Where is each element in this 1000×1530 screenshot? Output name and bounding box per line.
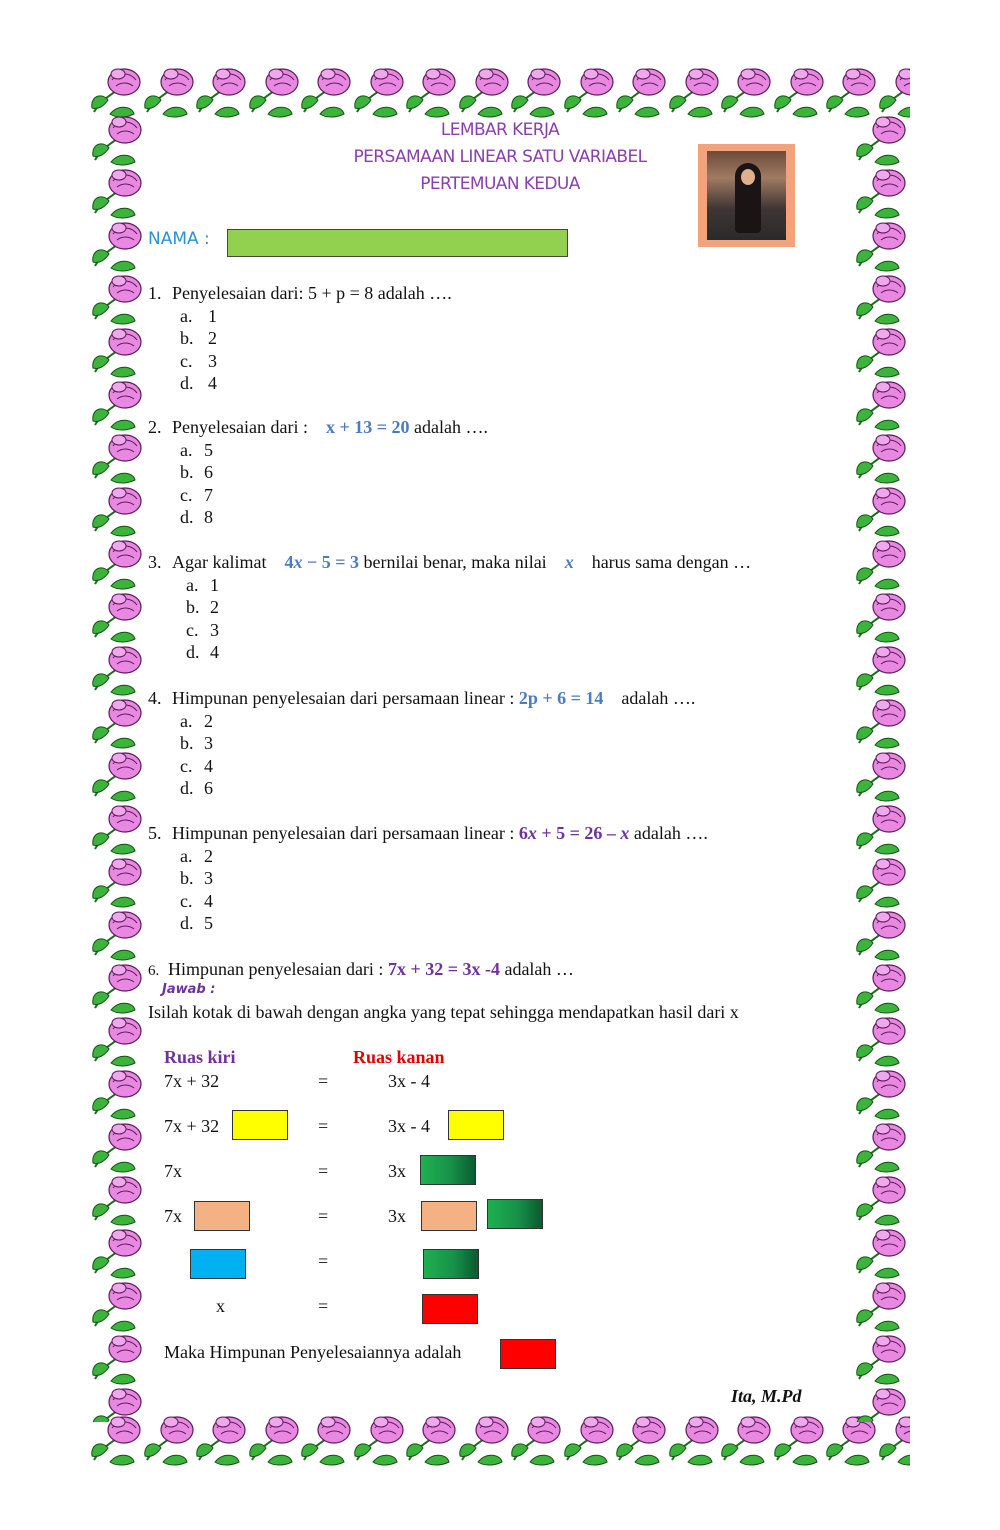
flower-icon bbox=[403, 64, 459, 118]
flower-icon bbox=[853, 271, 909, 325]
flower-icon bbox=[403, 1412, 459, 1466]
flower-icon bbox=[876, 64, 911, 118]
conclusion-text: Maka Himpunan Penyelesaiannya adalah bbox=[164, 1342, 462, 1362]
flower-icon bbox=[89, 1331, 145, 1385]
flower-icon bbox=[853, 589, 909, 643]
flower-icon bbox=[613, 64, 669, 118]
flower-icon bbox=[89, 483, 145, 537]
flower-icon bbox=[853, 1066, 909, 1120]
flower-icon bbox=[298, 64, 354, 118]
flower-icon bbox=[853, 1119, 909, 1173]
option-a[interactable]: a. 1 bbox=[180, 305, 217, 326]
flower-icon bbox=[298, 1412, 354, 1466]
name-input[interactable] bbox=[227, 229, 568, 257]
question-equation: 2p + 6 = 14 bbox=[518, 688, 604, 708]
flower-icon bbox=[508, 64, 564, 118]
row4-right: 3x bbox=[388, 1206, 406, 1226]
flower-icon bbox=[561, 64, 617, 118]
flower-icon bbox=[246, 64, 302, 118]
flower-icon bbox=[771, 1412, 827, 1466]
flower-icon bbox=[853, 854, 909, 908]
flower-icon bbox=[89, 218, 145, 272]
equals-sign: = bbox=[318, 1296, 329, 1316]
row3-left: 7x bbox=[164, 1161, 182, 1181]
option-c[interactable]: c. 4 bbox=[180, 890, 213, 911]
flower-icon bbox=[666, 64, 722, 118]
flower-icon bbox=[351, 1412, 407, 1466]
worksheet-session: PERTEMUAN KEDUA bbox=[420, 174, 580, 194]
flower-icon bbox=[853, 960, 909, 1014]
flower-icon bbox=[853, 695, 909, 749]
flower-icon bbox=[666, 1412, 722, 1466]
question-2: 2. Penyelesaian dari : x + 13 = 20 adalah …. a. 5 b. 6 c. 7 d. 8 bbox=[148, 417, 488, 528]
question-number: 4. bbox=[148, 688, 162, 708]
equals-sign: = bbox=[318, 1116, 329, 1136]
question-4: 4. Himpunan penyelesaian dari persamaan linear : 2p + 6 = 14 adalah …. a. 2 b. 3 c. 4 d. 6 bbox=[148, 688, 696, 799]
row4-left: 7x bbox=[164, 1206, 182, 1226]
question-equation: 6x + 5 = 26 – x bbox=[518, 823, 630, 843]
flower-icon bbox=[456, 1412, 512, 1466]
flower-icon bbox=[853, 642, 909, 696]
flower-icon bbox=[853, 536, 909, 590]
option-b[interactable]: b. 3 bbox=[180, 733, 213, 754]
row2-left-box[interactable] bbox=[232, 1110, 288, 1140]
flower-icon bbox=[89, 1384, 145, 1422]
row3-right: 3x bbox=[388, 1161, 406, 1181]
question-1 bbox=[148, 282, 452, 395]
flower-icon bbox=[89, 271, 145, 325]
option-b[interactable]: b. 3 bbox=[180, 868, 213, 889]
flower-icon bbox=[853, 907, 909, 961]
flower-icon bbox=[88, 64, 144, 118]
question-text: Himpunan penyelesaian dari : bbox=[168, 959, 384, 979]
teacher-signature: Ita, M.Pd bbox=[731, 1386, 802, 1406]
flower-border-left bbox=[88, 112, 146, 1422]
flower-icon bbox=[89, 324, 145, 378]
option-c[interactable]: c. 3 bbox=[186, 619, 219, 640]
flower-icon bbox=[193, 1412, 249, 1466]
row5-right-box[interactable] bbox=[423, 1249, 479, 1279]
question-number: 1. bbox=[148, 283, 162, 303]
flower-icon bbox=[89, 1066, 145, 1120]
question-number: 5. bbox=[148, 823, 162, 843]
flower-icon bbox=[89, 1172, 145, 1226]
flower-icon bbox=[141, 1412, 197, 1466]
flower-icon bbox=[853, 483, 909, 537]
row5-left-box[interactable] bbox=[190, 1249, 246, 1279]
flower-icon bbox=[246, 1412, 302, 1466]
equals-sign: = bbox=[318, 1251, 329, 1271]
option-d[interactable]: d. 6 bbox=[180, 778, 213, 799]
question-equation: 7x + 32 = 3x -4 bbox=[387, 959, 500, 979]
flower-icon bbox=[89, 1225, 145, 1279]
answer-box[interactable] bbox=[500, 1339, 556, 1369]
flower-icon bbox=[853, 430, 909, 484]
row4-left-box[interactable] bbox=[194, 1201, 250, 1231]
flower-icon bbox=[853, 218, 909, 272]
flower-icon bbox=[89, 642, 145, 696]
row1-left: 7x + 32 bbox=[164, 1071, 220, 1091]
flower-icon bbox=[89, 695, 145, 749]
row4-right-box-2[interactable] bbox=[487, 1199, 543, 1229]
flower-icon bbox=[141, 64, 197, 118]
flower-icon bbox=[89, 907, 145, 961]
row6-left: x bbox=[216, 1296, 225, 1316]
flower-icon bbox=[89, 430, 145, 484]
option-c[interactable]: c. 4 bbox=[180, 755, 213, 776]
name-label: NAMA : bbox=[148, 229, 210, 249]
option-b[interactable]: b. 2 bbox=[180, 328, 217, 349]
equals-sign: = bbox=[318, 1071, 329, 1091]
flower-icon bbox=[89, 801, 145, 855]
flower-icon bbox=[853, 1278, 909, 1332]
question-5: 5. Himpunan penyelesaian dari persamaan linear : 6x + 5 = 26 – x adalah …. a. 2 b. 3 c. 4 d. 5 bbox=[148, 823, 708, 934]
option-d[interactable]: d. 8 bbox=[180, 507, 213, 528]
option-d[interactable]: d. 4 bbox=[180, 373, 217, 394]
flower-border-right bbox=[852, 112, 910, 1422]
worksheet-subtitle: PERSAMAAN LINEAR SATU VARIABEL bbox=[353, 147, 647, 167]
option-b[interactable]: b. 2 bbox=[186, 597, 219, 618]
question-equation: 4x − 5 = 3 bbox=[284, 552, 359, 572]
row6-right-box[interactable] bbox=[422, 1294, 478, 1324]
flower-icon bbox=[718, 64, 774, 118]
row2-left: 7x + 32 bbox=[164, 1116, 220, 1136]
flower-icon bbox=[853, 1331, 909, 1385]
question-number: 2. bbox=[148, 417, 162, 437]
flower-icon bbox=[853, 1013, 909, 1067]
question-equation: x + 13 = 20 bbox=[325, 417, 410, 437]
option-d[interactable]: d. 5 bbox=[180, 913, 213, 934]
equals-sign: = bbox=[318, 1206, 329, 1226]
teacher-photo bbox=[698, 144, 795, 247]
question-3: 3. Agar kalimat 4x − 5 = 3 bernilai benar, maka nilai x harus sama dengan … a. 1 b. 2 c. 3 d. 4 bbox=[148, 552, 752, 663]
flower-icon bbox=[561, 1412, 617, 1466]
flower-icon bbox=[89, 960, 145, 1014]
flower-icon bbox=[853, 1384, 909, 1422]
right-side-header: Ruas kanan bbox=[353, 1047, 445, 1067]
row2-right-box[interactable] bbox=[448, 1110, 504, 1140]
row1-right: 3x - 4 bbox=[388, 1071, 430, 1091]
flower-icon bbox=[771, 64, 827, 118]
option-a[interactable]: a. 2 bbox=[180, 710, 213, 731]
flower-icon bbox=[89, 1119, 145, 1173]
question-number: 3. bbox=[148, 552, 162, 572]
question-text: Himpunan penyelesaian dari persamaan linear : bbox=[172, 823, 515, 843]
flower-icon bbox=[89, 854, 145, 908]
option-c[interactable]: c. 3 bbox=[180, 350, 217, 371]
question-number: 6. bbox=[148, 963, 160, 979]
flower-icon bbox=[853, 377, 909, 431]
option-c[interactable]: c. 7 bbox=[180, 484, 213, 505]
equals-sign: = bbox=[318, 1161, 329, 1181]
flower-icon bbox=[613, 1412, 669, 1466]
flower-icon bbox=[853, 748, 909, 802]
flower-icon bbox=[193, 64, 249, 118]
question-text: Himpunan penyelesaian dari persamaan linear : bbox=[172, 688, 515, 708]
question-text: Penyelesaian dari: 5 + p = 8 adalah …. bbox=[172, 283, 452, 303]
flower-icon bbox=[823, 64, 879, 118]
flower-icon bbox=[853, 324, 909, 378]
worksheet-title: LEMBAR KERJA bbox=[440, 120, 560, 140]
flower-icon bbox=[853, 801, 909, 855]
left-side-header: Ruas kiri bbox=[164, 1047, 236, 1067]
question-6: 6. Himpunan penyelesaian dari : 7x + 32 = 3x -4 adalah … bbox=[148, 958, 574, 983]
option-a[interactable]: a. 1 bbox=[186, 574, 219, 595]
instruction-text: Isilah kotak di bawah dengan angka yang tepat sehingga mendapatkan hasil dari x bbox=[148, 1002, 739, 1022]
question-text: Agar kalimat bbox=[172, 552, 267, 572]
flower-icon bbox=[89, 589, 145, 643]
flower-icon bbox=[853, 1225, 909, 1279]
flower-icon bbox=[456, 64, 512, 118]
flower-border-bottom bbox=[88, 1410, 910, 1470]
question-text: Penyelesaian dari : bbox=[172, 417, 308, 437]
flower-icon bbox=[89, 1278, 145, 1332]
flower-icon bbox=[89, 1013, 145, 1067]
option-d[interactable]: d. 4 bbox=[186, 642, 219, 663]
option-b[interactable]: b. 6 bbox=[180, 462, 213, 483]
flower-icon bbox=[508, 1412, 564, 1466]
option-a[interactable]: a. 2 bbox=[180, 845, 213, 866]
flower-icon bbox=[853, 1172, 909, 1226]
row2-right: 3x - 4 bbox=[388, 1116, 430, 1136]
flower-border-top bbox=[88, 62, 910, 120]
answer-label: Jawab : bbox=[162, 982, 216, 997]
flower-icon bbox=[718, 1412, 774, 1466]
row4-right-box-1[interactable] bbox=[421, 1201, 477, 1231]
option-a[interactable]: a. 5 bbox=[180, 439, 213, 460]
flower-icon bbox=[89, 536, 145, 590]
flower-icon bbox=[89, 377, 145, 431]
flower-icon bbox=[351, 64, 407, 118]
flower-icon bbox=[89, 748, 145, 802]
row3-right-box[interactable] bbox=[420, 1155, 476, 1185]
